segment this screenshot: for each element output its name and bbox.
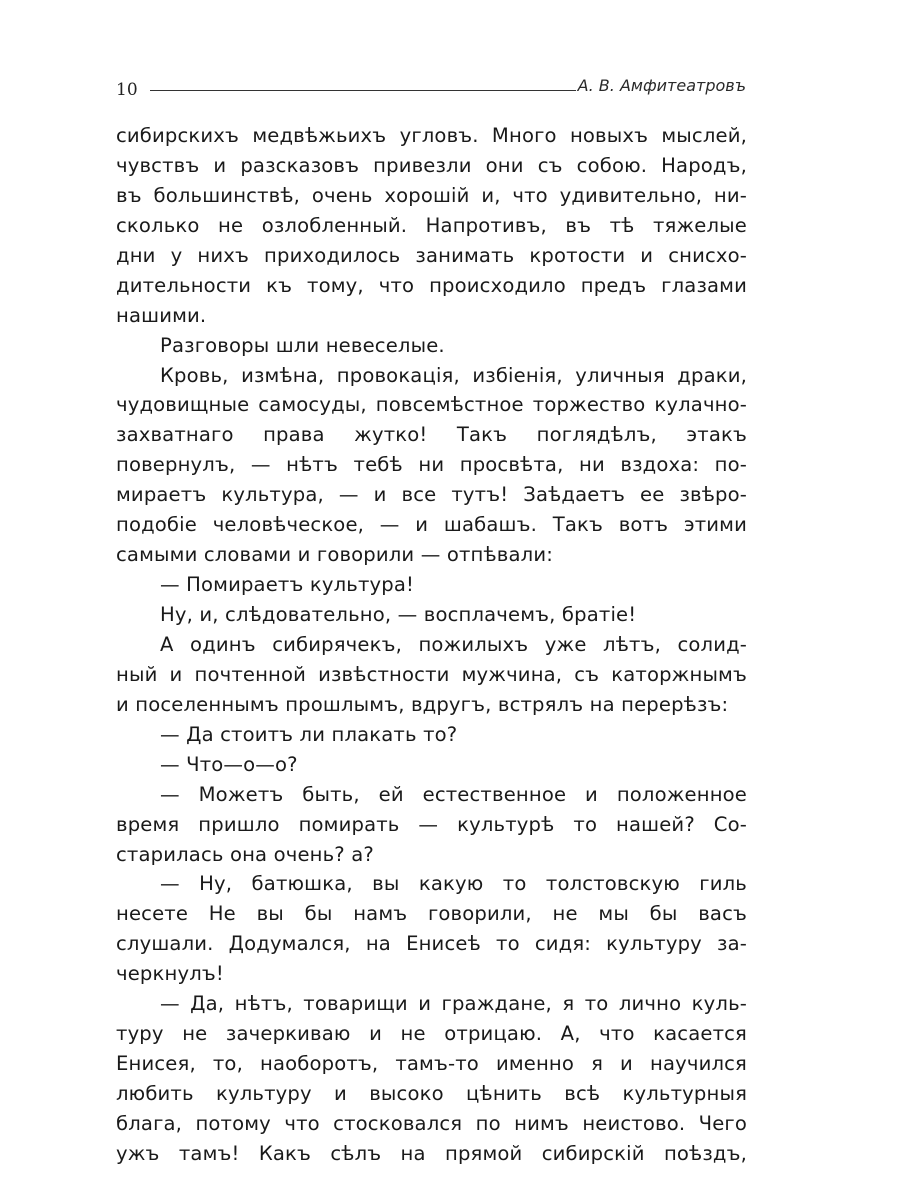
running-header [116, 72, 746, 100]
text-line: ный и почтенной извѣстности мужчина, съ каторжнымъ [116, 662, 747, 686]
text-line: захватнаго права жутко! Такъ поглядѣлъ, этакъ [116, 423, 747, 447]
text-line: Разговоры шли невеселые. [160, 333, 445, 357]
text-line: блага, потому что стосковался по нимъ неистово. Чего [116, 1111, 747, 1135]
text-line: — Можетъ быть, ей естественное и положенное [160, 782, 747, 806]
text-line: сибирскихъ медвѣжьихъ угловъ. Много новыхъ мыслей, [116, 124, 747, 147]
text-line: чувствъ и разсказовъ привезли они съ собою. Народъ, [116, 153, 747, 177]
running-title: А. В. Амфитеатровъ [577, 76, 746, 95]
text-line: повернулъ, — нѣтъ тебѣ ни просвѣта, ни вздоха: по- [116, 453, 747, 477]
text-line: ужъ тамъ! Какъ сѣлъ на прямой сибирскій поѣздъ, [116, 1141, 747, 1165]
text-line: и поселеннымъ прошлымъ, вдругъ, встрялъ на перерѣзъ: [116, 692, 729, 716]
text-line: Енисея, то, наоборотъ, тамъ-то именно я и научился [116, 1052, 747, 1076]
text-line: мираетъ культура, — и все тутъ! Заѣдаетъ ее звѣро- [116, 483, 747, 507]
text-line: дни у нихъ приходилось занимать кротости и снисхо- [116, 243, 747, 267]
text-line: чудовищные самосуды, повсемѣстное торжество кулачно- [116, 393, 747, 417]
text-line: А одинъ сибирячекъ, пожилыхъ уже лѣтъ, солид- [160, 632, 747, 656]
text-line: въ большинствѣ, очень хорошій и, что удивительно, ни- [116, 183, 747, 207]
body-text [116, 121, 747, 1169]
text-line: — Да стоитъ ли плакать то? [160, 722, 458, 746]
text-line: черкнулъ! [116, 962, 224, 986]
text-line: Ну, и, слѣдовательно, — восплачемъ, братіе! [160, 603, 637, 626]
text-line: — Да, нѣтъ, товарищи и граждане, я то лично куль- [160, 992, 747, 1016]
text-line: нашими. [116, 303, 207, 327]
page-number: 10 [116, 80, 138, 100]
text-line: слушали. Додумался, на Енисеѣ то сидя: культуру за- [116, 932, 747, 956]
text-line: несете Не вы бы намъ говорили, не мы бы васъ [116, 902, 747, 926]
text-line: самыми словами и говорили — отпѣвали: [116, 543, 553, 567]
text-line: — Ну, батюшка, вы какую то толстовскую гиль [160, 872, 747, 896]
header-rule [150, 90, 576, 91]
text-line: сколько не озлобленный. Напротивъ, въ тѣ тяжелые [116, 213, 747, 237]
text-line: Кровь, измѣна, провокація, избіенія, уличныя драки, [160, 363, 747, 387]
text-line: старилась она очень? а? [116, 842, 374, 866]
text-line: любить культуру и высоко цѣнить всѣ культурныя [116, 1082, 747, 1105]
text-line: — Помираетъ культура! [160, 573, 415, 597]
text-line: подобіе человѣческое, — и шабашъ. Такъ вотъ этими [116, 513, 747, 537]
text-line: время пришло помирать — культурѣ то нашей? Со- [116, 812, 747, 836]
text-line: — Что—о—о? [160, 752, 298, 776]
text-line: дительности къ тому, что происходило предъ глазами [116, 273, 747, 297]
text-line: туру не зачеркиваю и не отрицаю. А, что касается [116, 1022, 747, 1046]
